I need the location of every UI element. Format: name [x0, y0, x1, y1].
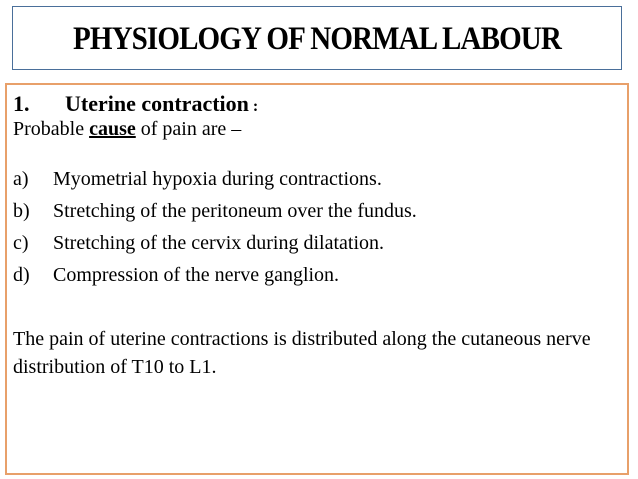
section-colon: :	[252, 98, 259, 115]
section-number: 1.	[13, 91, 30, 116]
intro-line	[13, 118, 241, 141]
list-item-text: Stretching of the peritoneum over the fundus.	[53, 200, 417, 222]
list-item-text: Myometrial hypoxia during contractions.	[53, 168, 382, 190]
note-paragraph: The pain of uterine contractions is distributed along the cutaneous nerve distribution of T10 to L1.	[13, 328, 591, 378]
list-item	[13, 227, 417, 259]
intro-after: of pain are –	[135, 118, 242, 140]
title-box	[12, 6, 622, 70]
causes-list	[13, 163, 417, 291]
intro-emphasis: cause	[89, 118, 136, 140]
list-marker: b)	[13, 200, 30, 222]
list-marker: d)	[13, 264, 30, 286]
content-box	[5, 83, 629, 475]
list-item	[13, 163, 417, 195]
list-item	[13, 195, 417, 227]
list-marker: c)	[13, 232, 29, 254]
list-marker: a)	[13, 168, 29, 190]
section-heading	[13, 91, 258, 117]
list-item	[13, 259, 417, 291]
list-item-text: Compression of the nerve ganglion.	[53, 264, 340, 286]
section-heading-text: Uterine contraction	[65, 91, 249, 116]
intro-before: Probable	[13, 118, 90, 140]
slide-title: PHYSIOLOGY OF NORMAL LABOUR	[73, 21, 561, 57]
list-item-text: Stretching of the cervix during dilatation.	[53, 232, 385, 254]
